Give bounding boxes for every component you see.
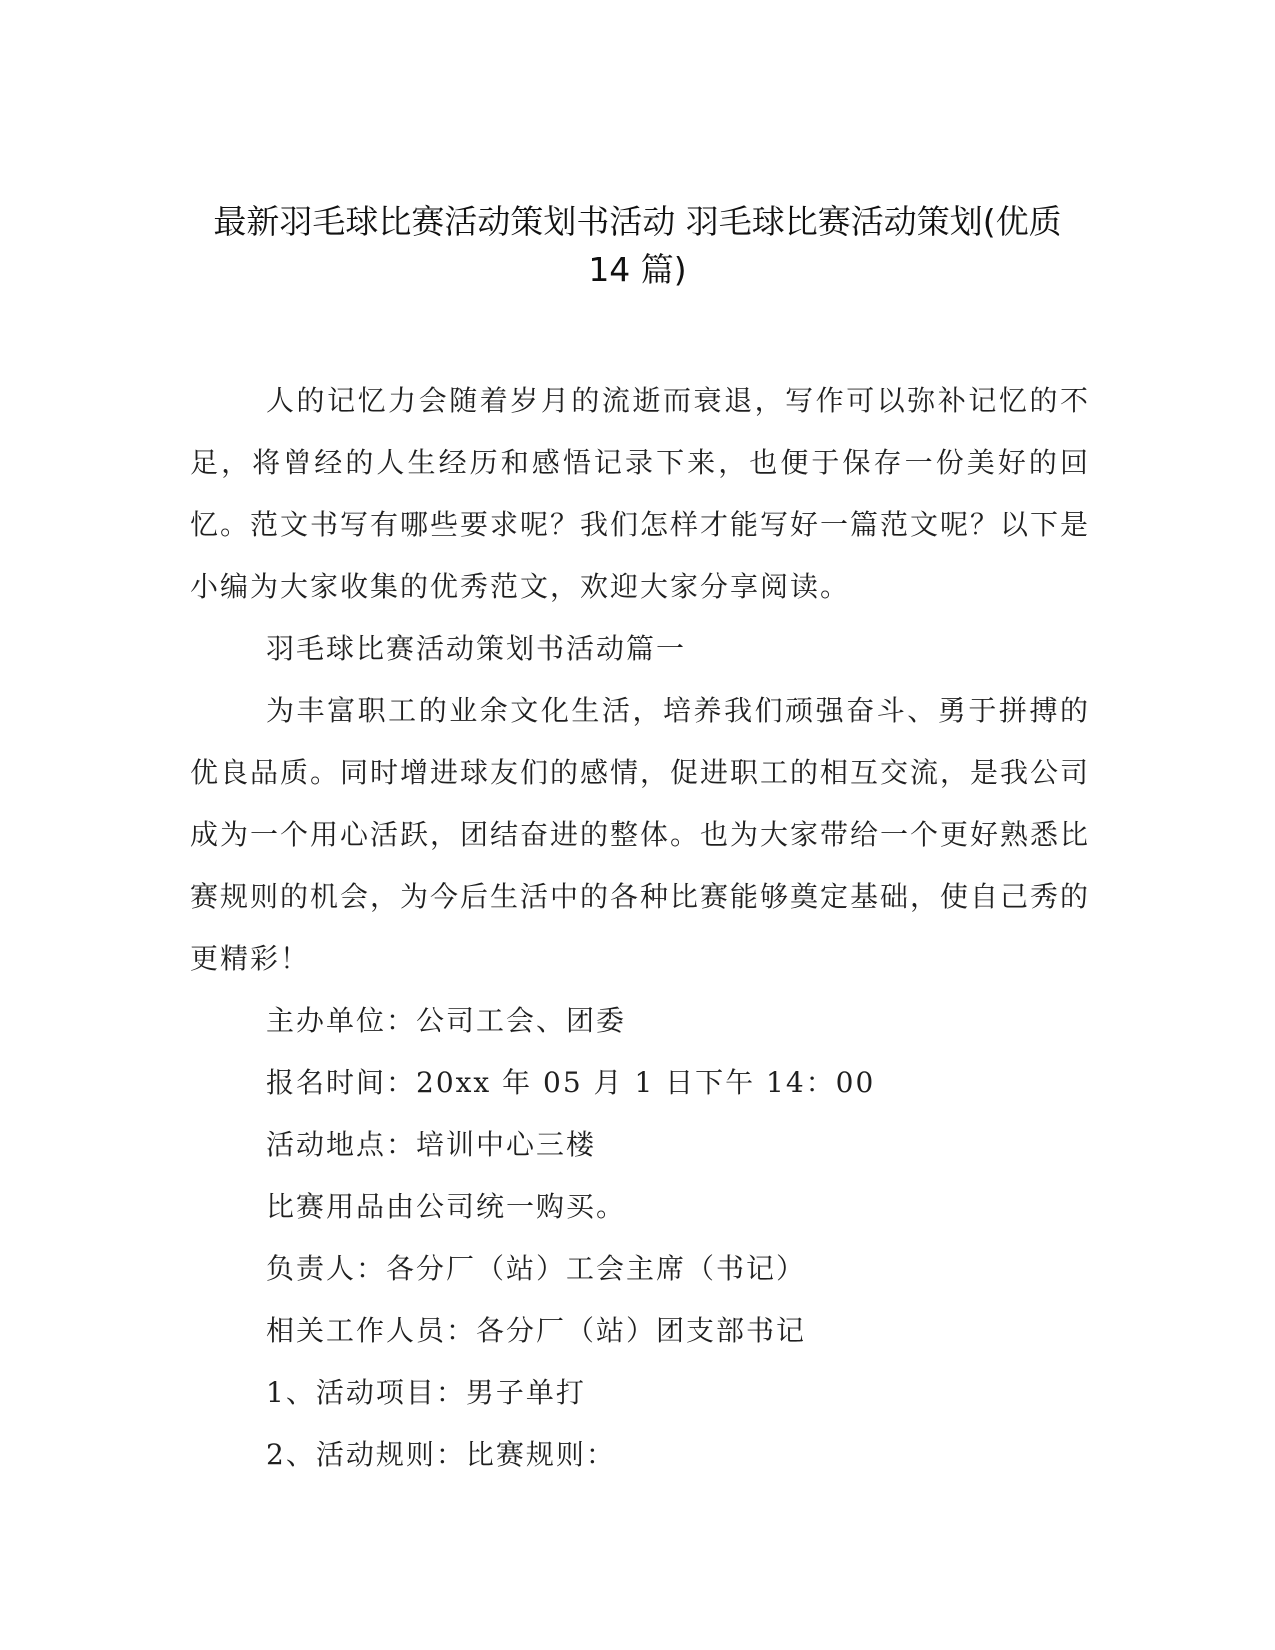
list-item-activity-rules: 2、活动规则：比赛规则： [266, 1438, 616, 1471]
staff-line: 相关工作人员：各分厂（站）团支部书记 [266, 1314, 807, 1347]
venue-line: 活动地点：培训中心三楼 [266, 1128, 597, 1161]
section-heading: 羽毛球比赛活动策划书活动篇一 [266, 632, 687, 665]
person-in-charge-line: 负责人：各分厂（站）工会主席（书记） [266, 1252, 807, 1285]
document-title [150, 198, 1125, 294]
intro-paragraph: 人的记忆力会随着岁月的流逝而衰退，写作可以弥补记忆的不足，将曾经的人生经历和感悟记录下来，也便于保存一份美好的回忆。范文书写有哪些要求呢？我们怎样才能写好一篇范文呢？以下是小编为大家收集的优秀范文，欢迎大家分享阅读。 [190, 384, 1091, 603]
list-item-activity-project: 1、活动项目：男子单打 [266, 1376, 586, 1409]
document-title-line-1: 最新羽毛球比赛活动策划书活动 羽毛球比赛活动策划(优质 [213, 202, 1062, 241]
equipment-line: 比赛用品由公司统一购买。 [266, 1190, 627, 1223]
document-body [190, 370, 1090, 1486]
purpose-paragraph: 为丰富职工的业余文化生活，培养我们顽强奋斗、勇于拼搏的优良品质。同时增进球友们的感情，促进职工的相互交流，是我公司成为一个用心活跃，团结奋进的整体。也为大家带给一个更好熟悉比赛规则的机会，为今后生活中的各种比赛能够奠定基础，使自己秀的更精彩！ [190, 694, 1091, 975]
registration-time-line: 报名时间：20xx 年 05 月 1 日下午 14：00 [266, 1066, 876, 1099]
organizer-line: 主办单位：公司工会、团委 [266, 1004, 627, 1037]
document-title-line-2: 14 篇) [588, 250, 687, 289]
